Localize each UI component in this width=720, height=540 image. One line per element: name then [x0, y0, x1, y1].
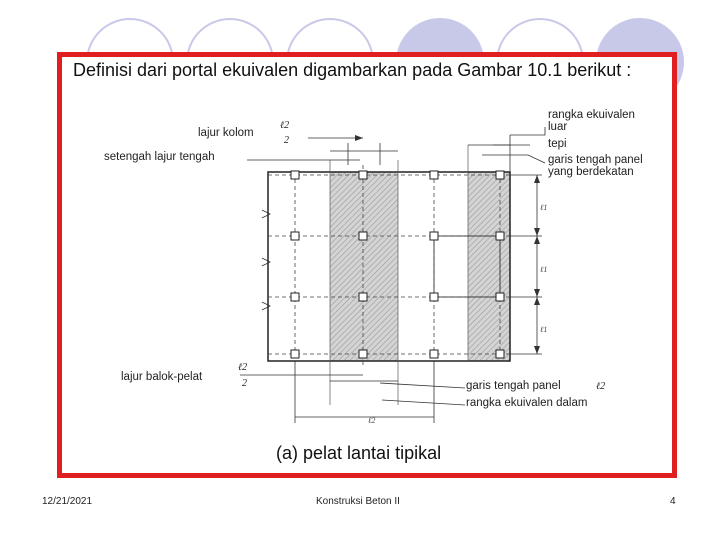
label-l1-a: ℓ1	[540, 203, 548, 212]
label-tepi: tepi	[548, 138, 567, 150]
interior-frame-strip	[330, 172, 398, 361]
label-setengah-lajur-tengah: setengah lajur tengah	[104, 151, 215, 163]
edge-ticks	[262, 210, 270, 310]
label-rangka-ekuivalen-luar-2: luar	[548, 121, 568, 133]
label-l2-panel: ℓ2	[596, 381, 606, 392]
label-l1-b: ℓ1	[540, 265, 548, 274]
bottom-dimensions	[240, 361, 465, 423]
exterior-frame-strip	[468, 172, 510, 361]
slide-title: Definisi dari portal ekuivalen digambarkan pada Gambar 10.1 berikut :	[73, 60, 632, 80]
label-lajur-balok-pelat: lajur balok-pelat	[121, 371, 203, 383]
label-garis-tengah-panel: garis tengah panel	[466, 380, 561, 392]
label-garis-tengah-berdekatan-1: garis tengah panel	[548, 154, 643, 166]
footer-page-number: 4	[670, 496, 676, 507]
label-rangka-ekuivalen-dalam: rangka ekuivalen dalam	[466, 397, 588, 409]
label-l2-bottom: ℓ2	[368, 416, 376, 425]
label-two-top: 2	[284, 135, 289, 146]
label-l1-c: ℓ1	[540, 325, 548, 334]
label-lajur-kolom: lajur kolom	[198, 127, 254, 139]
label-two-left: 2	[242, 378, 247, 389]
label-l2-top: ℓ2	[280, 120, 290, 131]
label-garis-tengah-berdekatan-2: yang berdekatan	[548, 166, 634, 178]
label-rangka-ekuivalen-luar-1: rangka ekuivalen	[548, 109, 635, 121]
figure-caption: (a) pelat lantai tipikal	[276, 443, 442, 463]
footer-date: 12/21/2021	[42, 496, 93, 507]
right-dimensions	[510, 175, 542, 354]
footer-course: Konstruksi Beton II	[316, 496, 400, 507]
label-l2-left: ℓ2	[238, 362, 248, 373]
